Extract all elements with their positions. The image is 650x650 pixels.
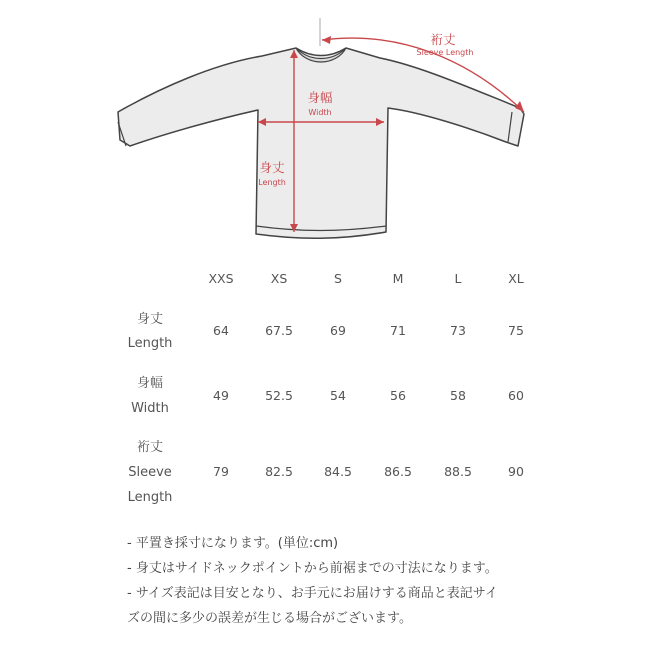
- row-label-sleeve-en-2: Length: [127, 490, 173, 505]
- length-label-jp: 身丈: [259, 160, 285, 175]
- length-value-xxs: 64: [213, 323, 229, 338]
- row-label-sleeve-en-1: Sleeve: [128, 465, 172, 480]
- width-value-s: 54: [330, 388, 346, 403]
- row-label-length-en: Length: [127, 336, 173, 351]
- note-line-2: - 身丈はサイドネックポイントから前裾までの寸法になります。: [127, 561, 498, 576]
- length-value-xs: 67.5: [265, 323, 293, 338]
- sleeve-value-m: 86.5: [384, 464, 412, 479]
- row-label-length-jp: 身丈: [136, 312, 164, 327]
- width-label-en: Width: [308, 108, 332, 117]
- width-value-l: 58: [450, 388, 466, 403]
- length-label-en: Length: [258, 178, 286, 187]
- sleeve-label-jp: 裄丈: [430, 32, 456, 47]
- size-header-m: M: [392, 271, 404, 286]
- width-value-xxs: 49: [213, 388, 229, 403]
- sleeve-value-l: 88.5: [444, 464, 472, 479]
- row-label-width-jp: 身幅: [136, 376, 164, 391]
- sleeve-value-xl: 90: [508, 464, 524, 479]
- width-value-xs: 52.5: [265, 388, 293, 403]
- sleeve-value-xs: 82.5: [265, 464, 293, 479]
- size-notes: [127, 531, 498, 631]
- width-label-jp: 身幅: [307, 90, 333, 105]
- length-value-l: 73: [450, 323, 466, 338]
- size-header-s: S: [334, 271, 342, 286]
- size-header-xl: XL: [508, 271, 524, 286]
- row-label-width-en: Width: [131, 401, 169, 416]
- length-value-m: 71: [390, 323, 406, 338]
- note-line-3: - サイズ表記は目安となり、お手元にお届けする商品と表記サイ: [127, 586, 498, 601]
- row-label-sleeve-jp: 裄丈: [136, 440, 164, 455]
- size-header-xs: XS: [270, 271, 288, 286]
- length-value-xl: 75: [508, 323, 524, 338]
- sleeve-value-s: 84.5: [324, 464, 352, 479]
- width-value-xl: 60: [508, 388, 524, 403]
- note-line-4: ズの間に多少の誤差が生じる場合がございます。: [127, 611, 412, 626]
- size-header-xxs: XXS: [208, 271, 234, 286]
- note-line-1: - 平置き採寸になります。(単位:cm): [127, 536, 339, 551]
- length-value-s: 69: [330, 323, 346, 338]
- size-header-l: L: [454, 271, 462, 286]
- width-value-m: 56: [390, 388, 406, 403]
- sleeve-value-xxs: 79: [213, 464, 229, 479]
- sleeve-label-en: Sleeve Length: [416, 48, 474, 57]
